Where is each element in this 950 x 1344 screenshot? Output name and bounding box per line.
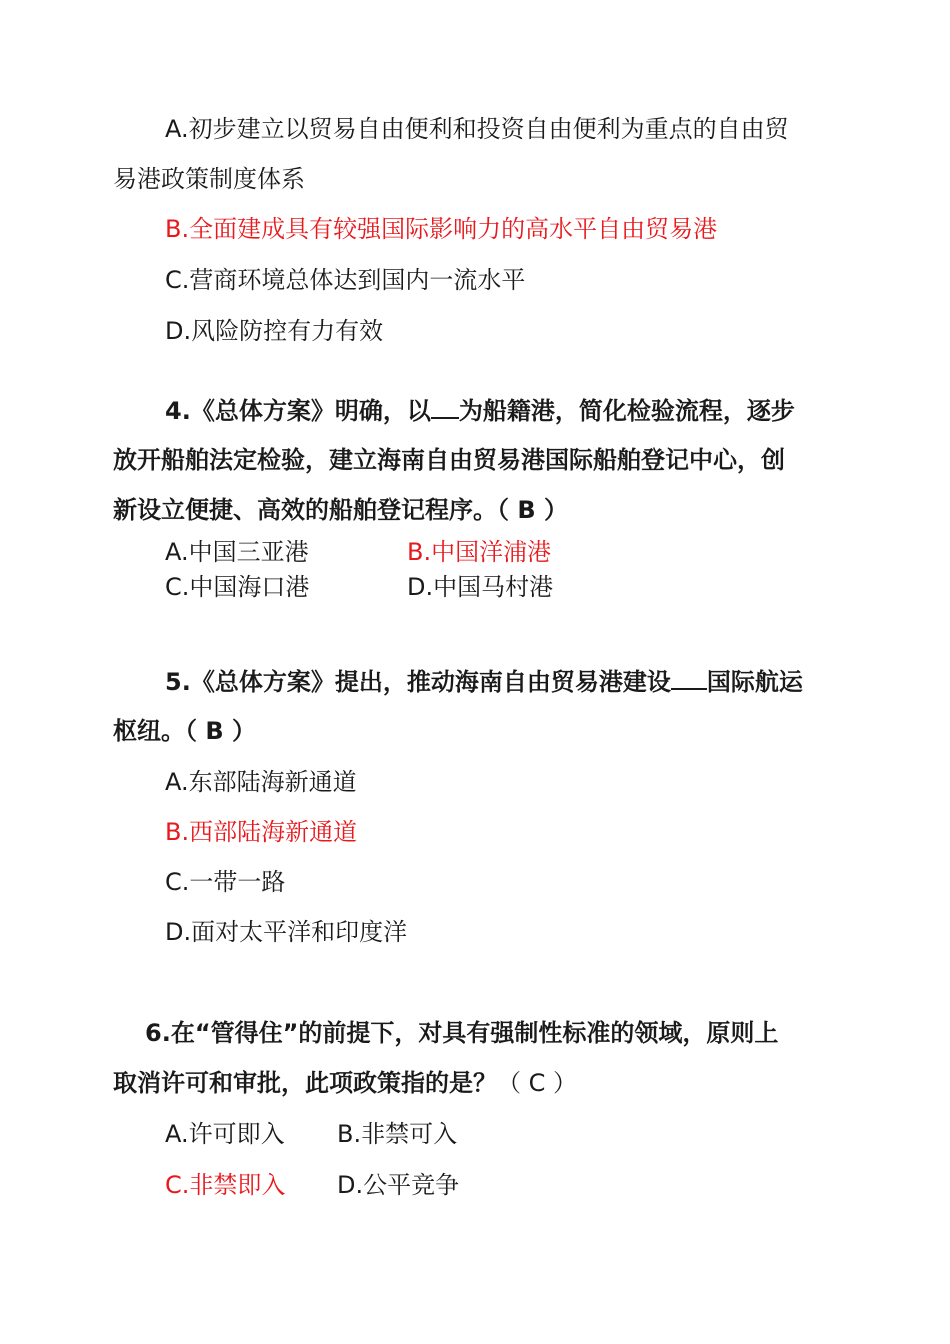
- q5-line1-pre: 5.《总体方案》提出，推动海南自由贸易港建设: [165, 668, 671, 696]
- q5-blank: [671, 666, 707, 690]
- q4-blank: [431, 395, 459, 419]
- q6-option-b: B.非禁可入: [337, 1120, 458, 1148]
- q5-option-b-correct: B.西部陆海新通道: [165, 818, 358, 846]
- q4-option-b-correct: B.中国洋浦港: [407, 538, 552, 566]
- q5-question-line1: [165, 666, 803, 697]
- q3-option-b-correct: B.全面建成具有较强国际影响力的高水平自由贸易港: [165, 215, 718, 243]
- q6-option-c-correct: C.非禁即入: [165, 1171, 286, 1199]
- q6-question-line1: 6.在“管得住”的前提下，对具有强制性标准的领域，原则上: [145, 1019, 779, 1047]
- q4-line1-post: 为船籍港，简化检验流程，逐步: [458, 397, 795, 425]
- q3-option-c: C.营商环境总体达到国内一流水平: [165, 266, 526, 294]
- q4-option-c: C.中国海口港: [165, 573, 310, 601]
- q3-option-a-line2: 易港政策制度体系: [113, 165, 305, 193]
- q4-question-line3: 新设立便捷、高效的船舶登记程序。（ B ）: [113, 496, 569, 524]
- q4-line1-pre: 4.《总体方案》明确，以: [165, 397, 431, 425]
- q6-line2-text: 取消许可和审批，此项政策指的是？: [113, 1069, 497, 1097]
- q6-option-d: D.公平竞争: [337, 1171, 460, 1199]
- q5-option-d: D.面对太平洋和印度洋: [165, 918, 408, 946]
- q6-question-line2: [113, 1068, 577, 1098]
- q5-option-a: A.东部陆海新通道: [165, 768, 357, 796]
- q4-question-line2: 放开船舶法定检验，建立海南自由贸易港国际船舶登记中心，创: [113, 446, 785, 474]
- q6-option-a: A.许可即入: [165, 1120, 285, 1148]
- q4-option-a: A.中国三亚港: [165, 538, 309, 566]
- q4-option-d: D.中国马村港: [407, 573, 554, 601]
- q3-option-d: D.风险防控有力有效: [165, 317, 384, 345]
- q5-option-c: C.一带一路: [165, 868, 286, 896]
- q6-answer: （ C ）: [497, 1069, 578, 1097]
- q5-question-line2: 枢纽。（ B ）: [113, 717, 257, 745]
- q3-option-a-line1: A.初步建立以贸易自由便利和投资自由便利为重点的自由贸: [165, 115, 789, 143]
- q5-line1-post: 国际航运: [706, 668, 803, 696]
- q4-question-line1: [165, 395, 795, 426]
